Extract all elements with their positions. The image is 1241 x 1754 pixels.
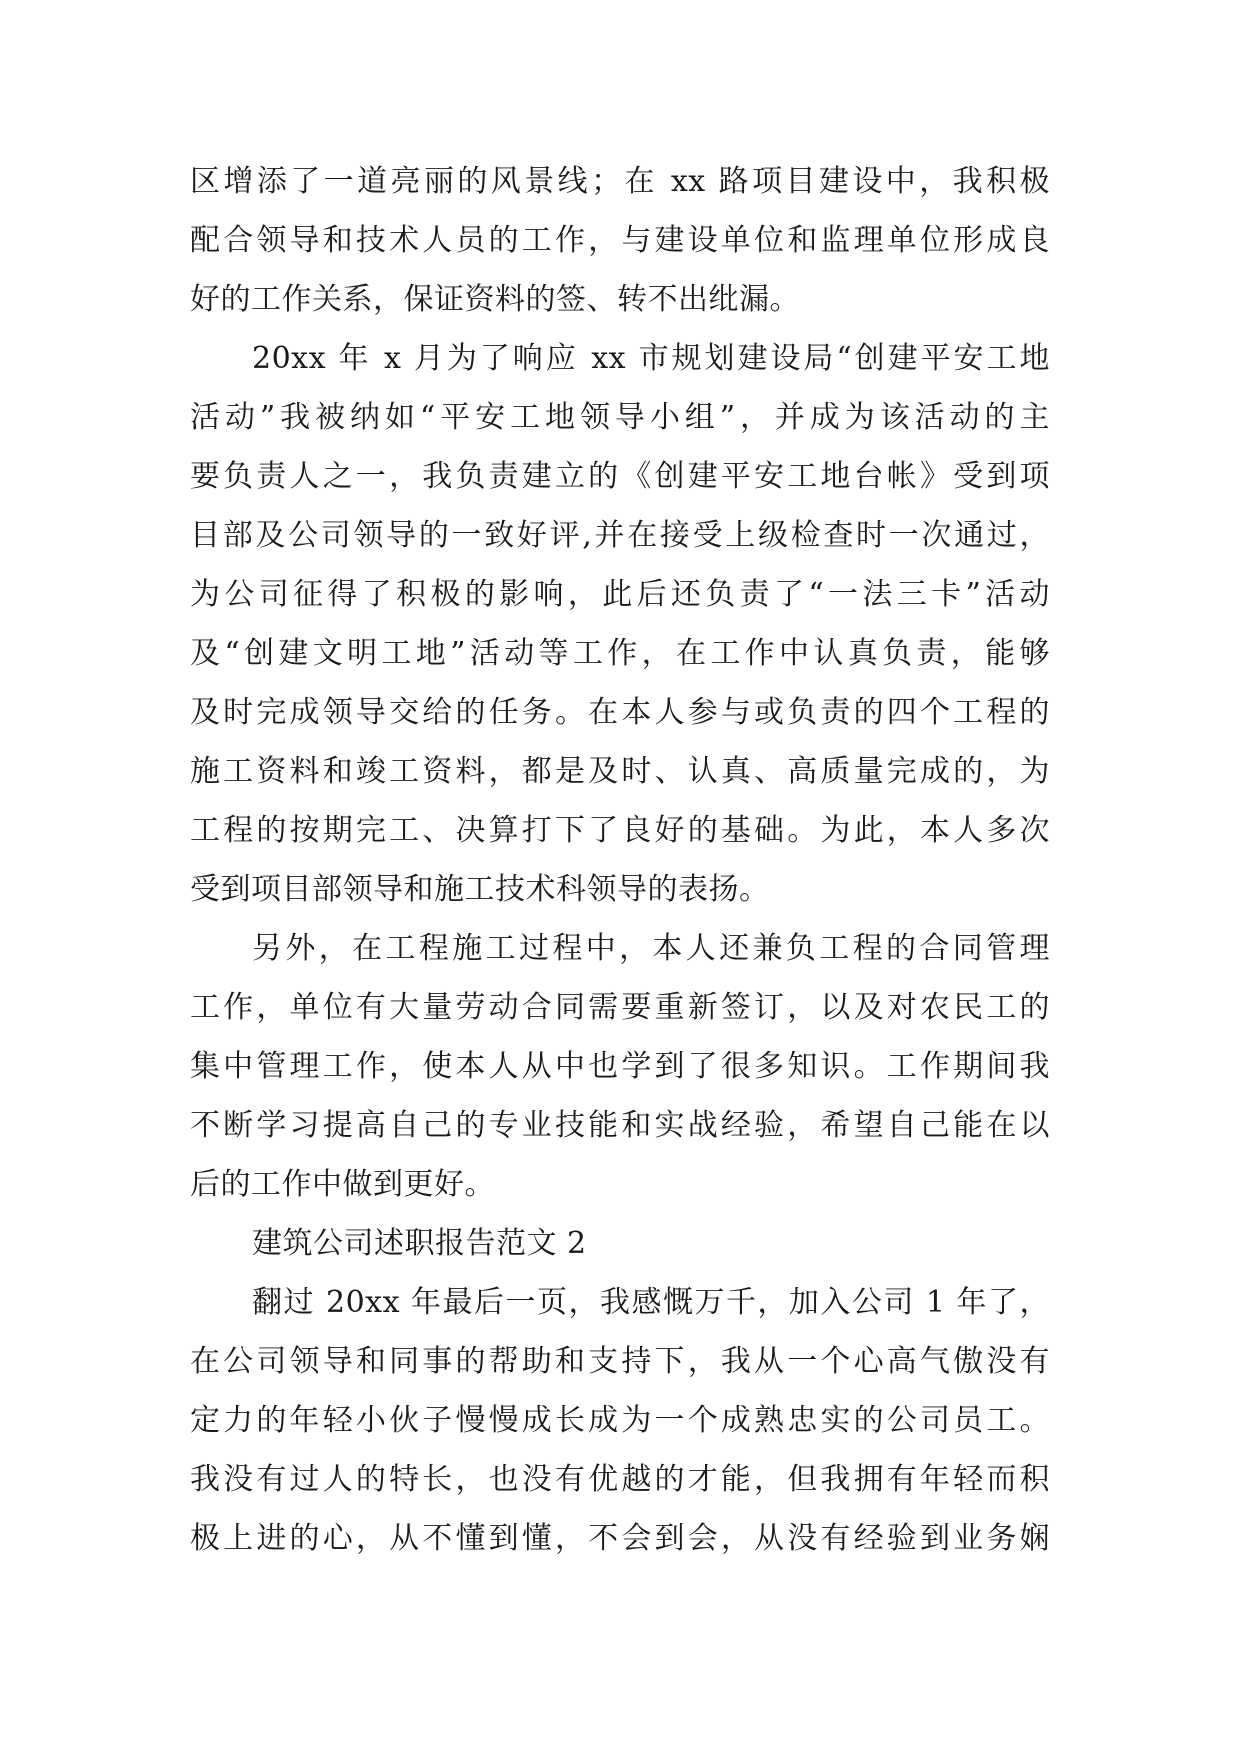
text-line: 20xx 年 x 月为了响应 xx 市规划建设局“创建平安工地 [252,341,1050,376]
text-line: 目部及公司领导的一致好评,并在接受上级检查时一次通过， [190,518,1050,553]
text-line: 要负责人之一，我负责建立的《创建平安工地台帐》受到项 [190,459,1050,494]
text-line: 受到项目部领导和施工技术科领导的表扬。 [190,872,770,907]
text-line: 不断学习提高自己的专业技能和实战经验，希望自己能在以 [190,1108,1050,1143]
text-line: 定力的年轻小伙子慢慢成长成为一个成熟忠实的公司员工。 [190,1403,1050,1438]
text-line: 另外，在工程施工过程中，本人还兼负工程的合同管理 [252,931,1050,966]
paragraph-2 [190,329,1050,919]
text-line: 工程的按期完工、决算打下了良好的基础。为此，本人多次 [190,813,1050,848]
heading-line: 建筑公司述职报告范文 2 [252,1226,587,1261]
body-text [190,152,1050,1568]
text-line: 施工资料和竣工资料，都是及时、认真、高质量完成的，为 [190,754,1050,789]
text-line: 为公司征得了积极的影响，此后还负责了“一法三卡”活动 [190,577,1050,612]
text-line: 好的工作关系，保证资料的签、转不出纰漏。 [190,282,800,317]
paragraph-1 [190,152,1050,329]
text-line: 区增添了一道亮丽的风景线；在 xx 路项目建设中，我积极 [190,164,1050,199]
text-line: 配合领导和技术人员的工作，与建设单位和监理单位形成良 [190,223,1050,258]
text-line: 及时完成领导交给的任务。在本人参与或负责的四个工程的 [190,695,1050,730]
text-line: 集中管理工作，使本人从中也学到了很多知识。工作期间我 [190,1049,1050,1084]
text-line: 我没有过人的特长，也没有优越的才能，但我拥有年轻而积 [190,1462,1050,1497]
section-heading [190,1214,1050,1273]
text-line: 翻过 20xx 年最后一页，我感慨万千，加入公司 1 年了， [252,1285,1050,1320]
paragraph-3 [190,919,1050,1214]
text-line: 活动”我被纳如“平安工地领导小组”，并成为该活动的主 [190,400,1050,435]
paragraph-5 [190,1273,1050,1568]
text-line: 工作，单位有大量劳动合同需要重新签订，以及对农民工的 [190,990,1050,1025]
text-line: 在公司领导和同事的帮助和支持下，我从一个心高气傲没有 [190,1344,1050,1379]
text-line: 后的工作中做到更好。 [190,1167,495,1202]
text-line: 极上进的心，从不懂到懂，不会到会，从没有经验到业务娴 [190,1521,1050,1556]
text-line: 及“创建文明工地”活动等工作，在工作中认真负责，能够 [190,636,1050,671]
